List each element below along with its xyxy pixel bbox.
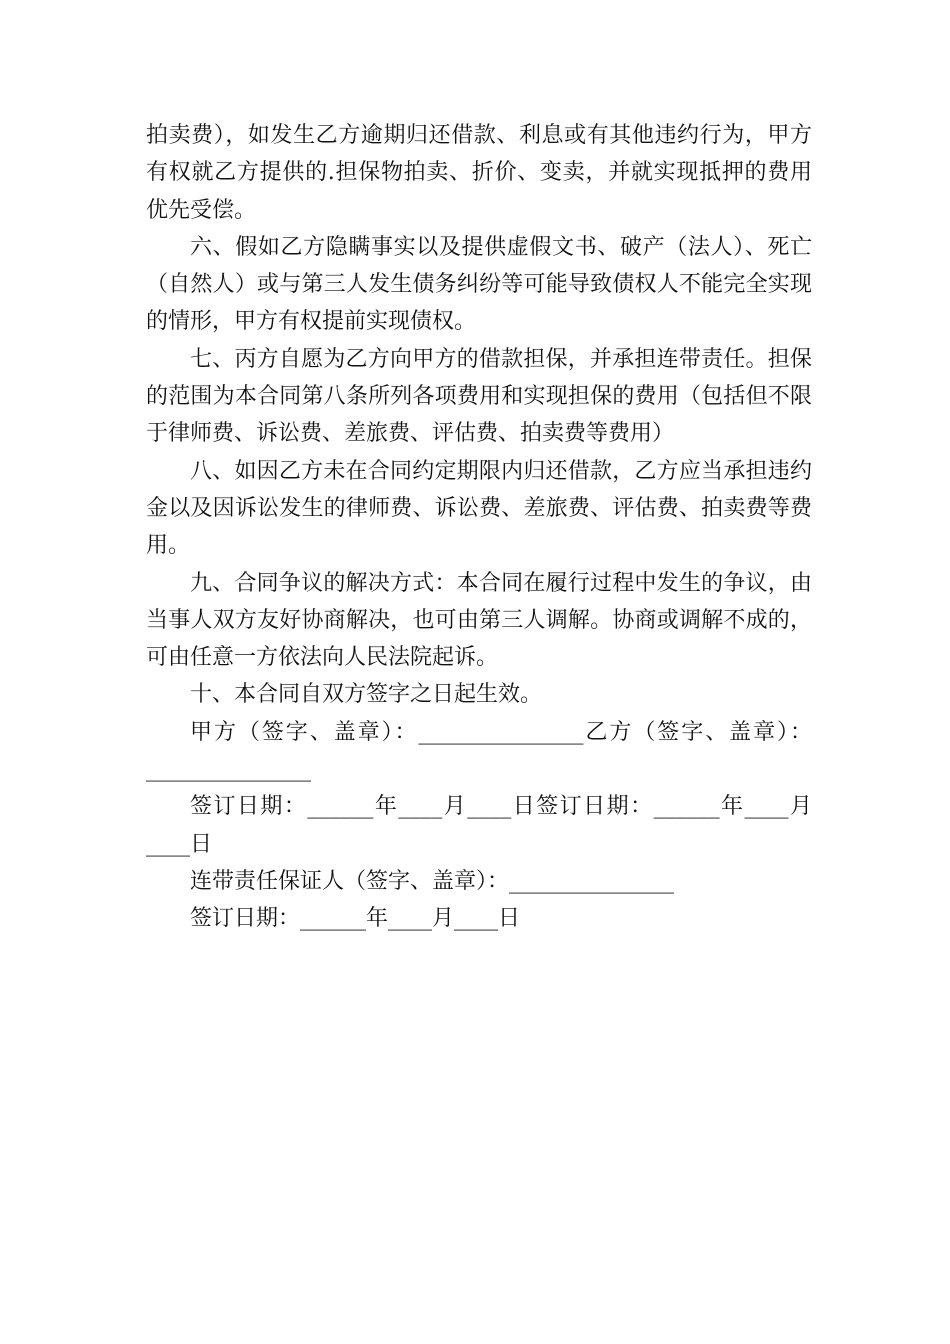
paragraph-clause-7: 七、丙方自愿为乙方向甲方的借款担保，并承担连带责任。担保的范围为本合同第八条所列各项费用和实现担保的费用（包括但不限于律师费、诉讼费、差旅费、评估费、拍卖费等费用） <box>146 346 812 447</box>
paragraph-clause-6: 六、假如乙方隐瞒事实以及提供虚假文书、破产（法人）、死亡（自然人）或与第三人发生债务纠纷等可能导致债权人不能完全实现的情形，甲方有权提前实现债权。 <box>146 234 812 335</box>
signature-party-dates: 签订日期：______年____月____日签订日期：______年____月____日 <box>146 794 812 857</box>
paragraph-clause-8: 八、如因乙方未在合同约定期限内归还借款，乙方应当承担违约金以及因诉讼发生的律师费、诉讼费、差旅费、评估费、拍卖费等费用。 <box>146 458 812 559</box>
paragraph-clause-9: 九、合同争议的解决方式：本合同在履行过程中发生的争议，由当事人双方友好协商解决，也可由第三人调解。协商或调解不成的，可由任意一方依法向人民法院起诉。 <box>146 570 812 671</box>
paragraph-continuation: 拍卖费），如发生乙方逾期归还借款、利息或有其他违约行为，甲方有权就乙方提供的.担保物拍卖、折价、变卖，并就实现抵押的费用优先受偿。 <box>146 123 812 223</box>
signature-guarantor: 连带责任保证人（签字、盖章）：_______________ <box>190 868 675 894</box>
signature-party-lines: 甲方（签字、盖章）：_______________乙方（签字、盖章）：_______________ <box>146 719 812 783</box>
paragraph-clause-10: 十、本合同自双方签字之日起生效。 <box>190 682 543 708</box>
contract-body <box>146 117 812 938</box>
signature-guarantor-date: 签订日期：______年____月____日 <box>190 906 521 932</box>
